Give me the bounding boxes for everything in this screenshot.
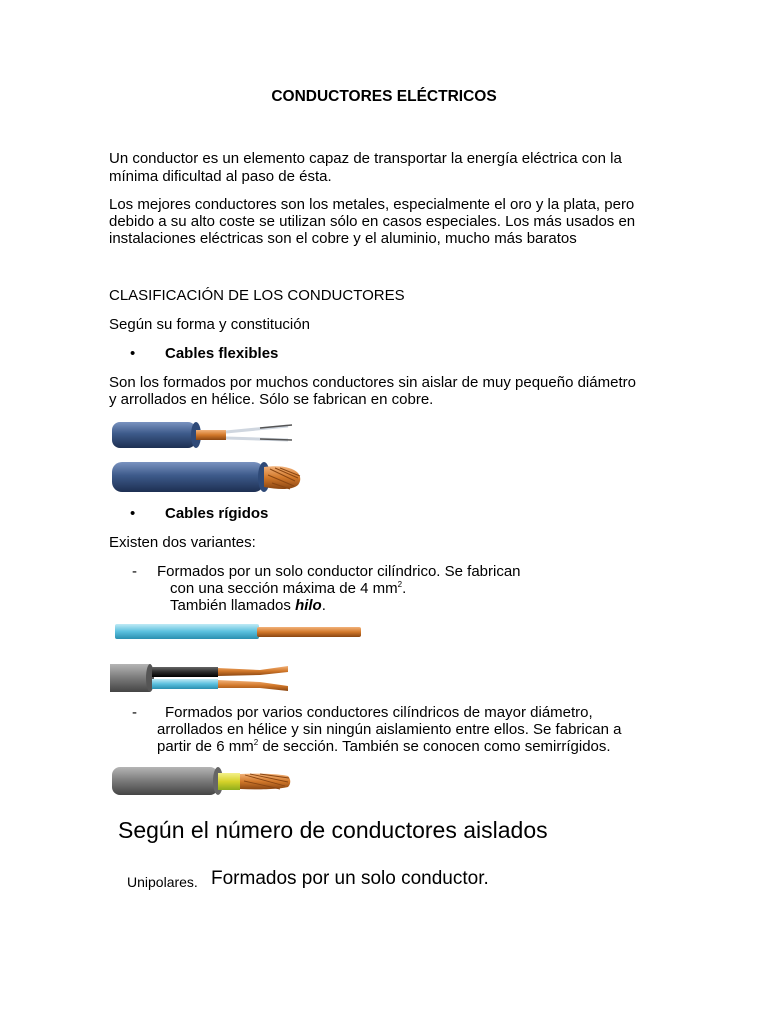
variant-2-line-3: partir de 6 $mm^2$ de sección. También se conocen como semirrígidos.	[157, 738, 611, 755]
classification-heading: CLASIFICACIÓN DE LOS CONDUCTORES	[109, 287, 405, 304]
intro-paragraph-2-line-2: debido a su alto coste se utilizan sólo en casos especiales. Los más usados en	[109, 213, 636, 230]
cable-two-wire-image	[110, 418, 295, 452]
classification-subheading: Según su forma y constitución	[109, 316, 310, 333]
flexible-desc-line-1: Son los formados por muchos conductores sin aislar de muy pequeño diámetro	[109, 374, 636, 391]
cable-semirigid-image	[110, 764, 300, 798]
number-section-heading: Según el número de conductores aislados	[118, 817, 548, 843]
intro-paragraph-2-line-1: Los mejores conductores son los metales, especialmente el oro y la plata, pero	[109, 196, 635, 213]
variant-2-line-1: Formados por varios conductores cilíndricos de mayor diámetro,	[165, 704, 593, 721]
cable-two-core-grey-image	[110, 658, 295, 694]
flexible-label: Cables flexibles	[165, 345, 279, 362]
rigid-bullet: •	[130, 505, 136, 522]
unipolar-label: Unipolares.	[127, 874, 198, 890]
variant-2-dash: -	[132, 704, 137, 721]
rigid-label: Cables rígidos	[165, 505, 269, 522]
cable-solid-wire-image	[113, 621, 368, 643]
intro-paragraph-2-line-3: instalaciones eléctricas son el cobre y el aluminio, mucho más baratos	[109, 230, 577, 247]
variant-1-line-2: con una sección máxima de 4 $mm^2$.	[170, 580, 407, 597]
rigid-intro: Existen dos variantes:	[109, 534, 256, 551]
flexible-bullet: •	[130, 345, 136, 362]
intro-paragraph-1-line-1: Un conductor es un elemento capaz de transportar la energía eléctrica con la	[109, 150, 622, 167]
flexible-desc-line-2: y arrollados en hélice. Sólo se fabrican en cobre.	[109, 391, 434, 408]
unipolar-description: Formados por un solo conductor.	[211, 868, 489, 889]
variant-1-dash: -	[132, 563, 137, 580]
variant-1-line-1: Formados por un solo conductor cilíndrico. Se fabrican	[157, 563, 521, 580]
page-title: CONDUCTORES ELÉCTRICOS	[271, 88, 497, 105]
cable-stranded-image	[110, 459, 305, 495]
variant-1-line-3: También llamados hilo.	[170, 597, 326, 614]
intro-paragraph-1-line-2: mínima dificultad al paso de ésta.	[109, 168, 332, 185]
variant-2-line-2: arrollados en hélice y sin ningún aislamiento entre ellos. Se fabrican a	[157, 721, 622, 738]
